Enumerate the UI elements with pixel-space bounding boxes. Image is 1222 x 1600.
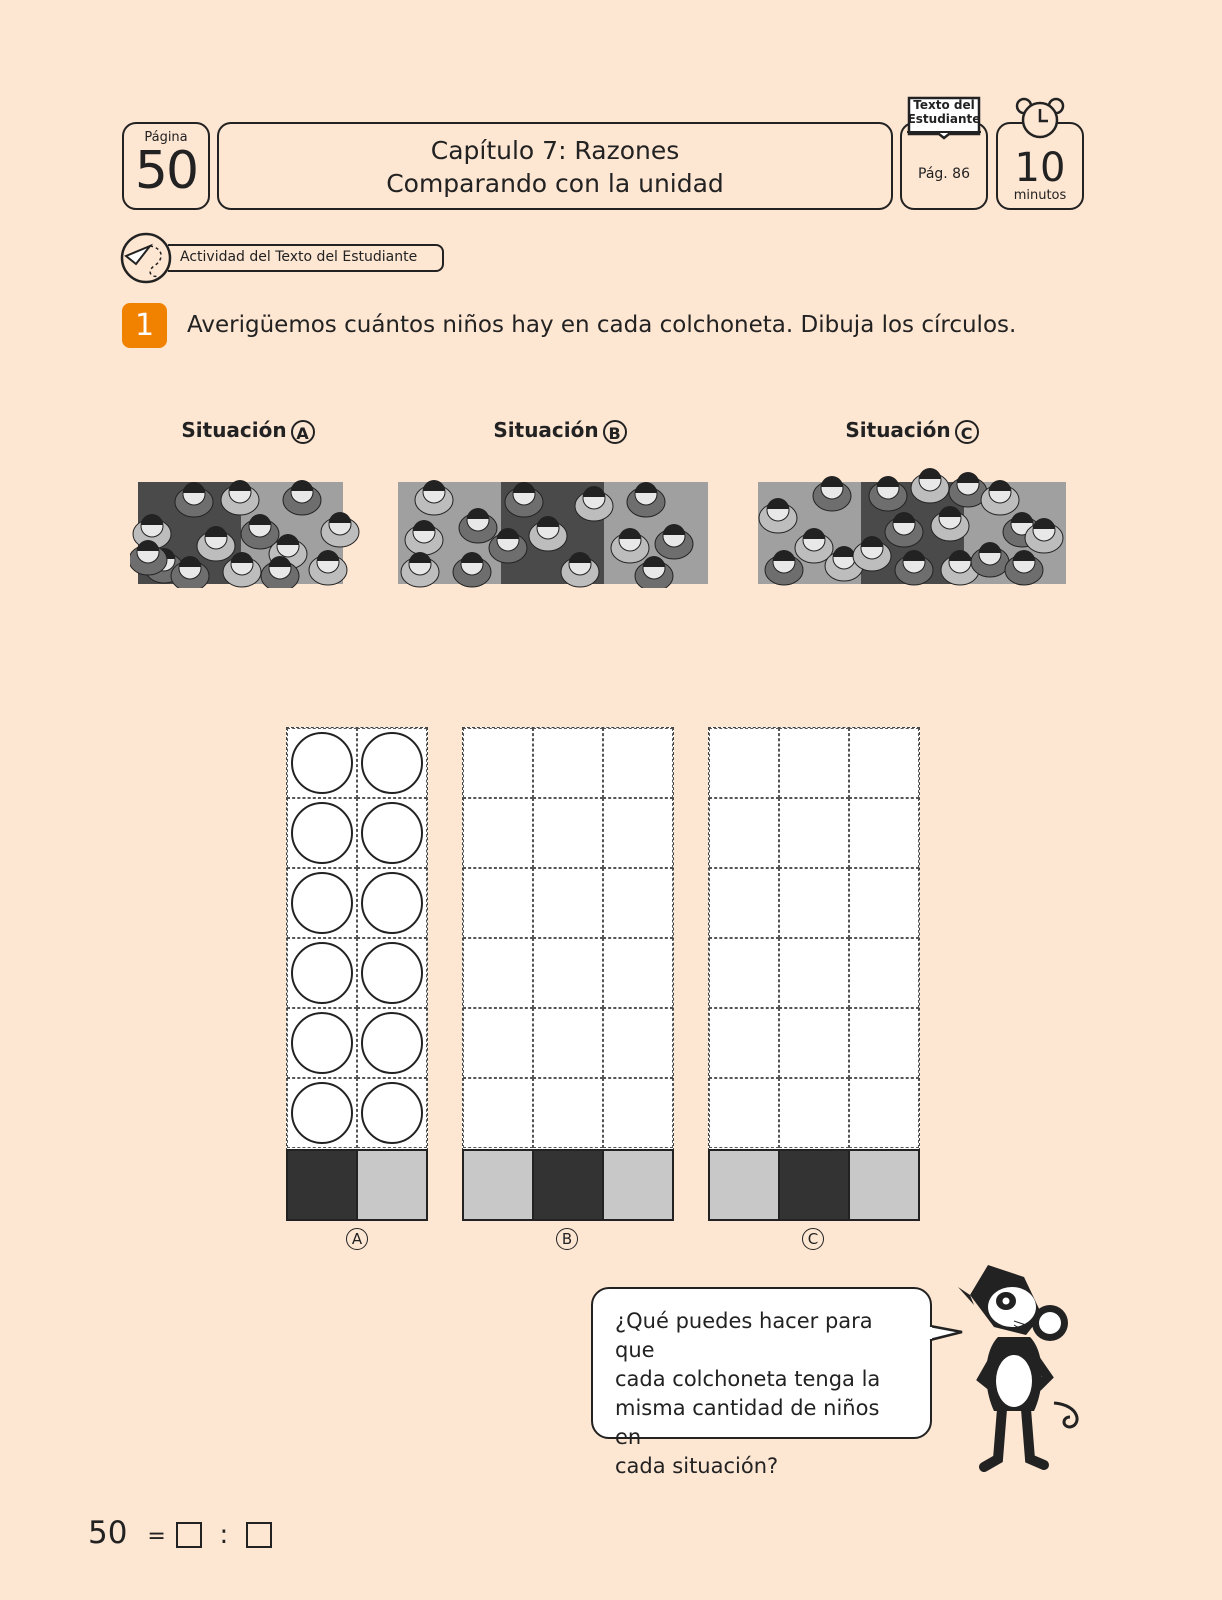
grid-a-letter: A bbox=[346, 1228, 368, 1250]
alarm-clock-icon bbox=[1014, 96, 1066, 142]
child-circle bbox=[361, 872, 423, 934]
child-circle bbox=[291, 1082, 353, 1144]
footer-colon: : bbox=[219, 1520, 229, 1550]
grid-cell[interactable] bbox=[709, 868, 779, 938]
answer-box-1[interactable] bbox=[176, 1522, 202, 1548]
situation-b-photo bbox=[398, 466, 708, 588]
letter-b-circle: B bbox=[603, 420, 627, 444]
page-number-box bbox=[122, 122, 210, 210]
grid-cell[interactable] bbox=[779, 798, 849, 868]
child-circle bbox=[361, 1012, 423, 1074]
child-hair bbox=[821, 476, 843, 487]
footer-page-number: 50 bbox=[88, 1515, 128, 1551]
grid-cell[interactable] bbox=[463, 938, 533, 1008]
grid-cell[interactable] bbox=[709, 1078, 779, 1148]
grid-cell[interactable] bbox=[463, 1078, 533, 1148]
child-circle bbox=[361, 942, 423, 1004]
child-hair bbox=[957, 472, 979, 483]
grid-cell[interactable] bbox=[533, 1008, 603, 1078]
grid-cell[interactable] bbox=[533, 798, 603, 868]
speech-bubble bbox=[591, 1287, 932, 1478]
book-label-line1: Texto del bbox=[913, 98, 975, 112]
situation-c-label: Situación C bbox=[812, 418, 1012, 444]
grid-cell[interactable] bbox=[709, 728, 779, 798]
mat-c-2 bbox=[778, 1149, 850, 1221]
question-number: 1 bbox=[122, 303, 167, 348]
time-unit: minutos bbox=[1013, 188, 1067, 203]
page-label: Página bbox=[144, 130, 188, 145]
child-hair bbox=[877, 476, 899, 487]
book-page-ref: Pág. 86 bbox=[918, 166, 970, 182]
grid-cell[interactable] bbox=[709, 798, 779, 868]
paper-plane-icon bbox=[120, 232, 172, 284]
grid-cell[interactable] bbox=[463, 868, 533, 938]
situation-a-photo bbox=[130, 466, 362, 588]
time-value: 10 bbox=[1014, 145, 1066, 191]
page-number: 50 bbox=[134, 141, 198, 201]
child-circle bbox=[361, 1082, 423, 1144]
mat-b-3 bbox=[602, 1149, 674, 1221]
mat-a-2 bbox=[356, 1149, 428, 1221]
grid-cell[interactable] bbox=[849, 1078, 919, 1148]
footer bbox=[88, 1515, 272, 1551]
child-hair bbox=[989, 480, 1011, 491]
grid-cell[interactable] bbox=[709, 938, 779, 1008]
grid-cell[interactable] bbox=[533, 868, 603, 938]
grid-cell[interactable] bbox=[603, 938, 673, 1008]
grid-b bbox=[462, 727, 674, 1151]
child-circle bbox=[291, 942, 353, 1004]
child-hair bbox=[229, 480, 251, 491]
mat-c-3 bbox=[848, 1149, 920, 1221]
grid-cell[interactable] bbox=[603, 798, 673, 868]
grid-a bbox=[286, 727, 428, 1151]
grid-cell[interactable] bbox=[849, 798, 919, 868]
mouse-mascot-icon bbox=[954, 1255, 1086, 1473]
child-circle bbox=[291, 802, 353, 864]
mat-b-2 bbox=[532, 1149, 604, 1221]
footer-equals: = bbox=[147, 1524, 166, 1549]
grid-cell[interactable] bbox=[779, 1008, 849, 1078]
chapter-title-box bbox=[217, 122, 893, 210]
bubble-line-3: misma cantidad de niños en bbox=[615, 1396, 880, 1449]
grid-cell[interactable] bbox=[779, 728, 849, 798]
child-circle bbox=[291, 872, 353, 934]
book-label-line2: Estudiante bbox=[907, 112, 981, 126]
grid-cell[interactable] bbox=[463, 728, 533, 798]
activity-label: Actividad del Texto del Estudiante bbox=[168, 244, 444, 272]
letter-a-circle: A bbox=[291, 420, 315, 444]
grid-cell[interactable] bbox=[849, 1008, 919, 1078]
grid-cell[interactable] bbox=[709, 1008, 779, 1078]
grid-cell[interactable] bbox=[533, 1078, 603, 1148]
grid-c bbox=[708, 727, 920, 1151]
child-hair bbox=[291, 480, 313, 491]
situation-a-label: Situación A bbox=[148, 418, 348, 444]
child-circle bbox=[361, 802, 423, 864]
grid-cell[interactable] bbox=[779, 1078, 849, 1148]
question-text: Averigüemos cuántos niños hay en cada colchoneta. Dibuja los círculos. bbox=[187, 312, 1017, 338]
grid-cell[interactable] bbox=[779, 938, 849, 1008]
book-icon bbox=[905, 94, 983, 142]
grid-cell[interactable] bbox=[779, 868, 849, 938]
grid-cell[interactable] bbox=[849, 728, 919, 798]
answer-box-2[interactable] bbox=[246, 1522, 272, 1548]
grid-c-letter: C bbox=[802, 1228, 824, 1250]
mat-a-1 bbox=[286, 1149, 358, 1221]
grid-cell[interactable] bbox=[533, 728, 603, 798]
grid-b-letter: B bbox=[556, 1228, 578, 1250]
grid-cell[interactable] bbox=[463, 1008, 533, 1078]
child-hair bbox=[919, 468, 941, 479]
mat-c-1 bbox=[708, 1149, 780, 1221]
child-circle bbox=[291, 732, 353, 794]
grid-cell[interactable] bbox=[849, 868, 919, 938]
bubble-line-1: ¿Qué puedes hacer para que bbox=[615, 1309, 873, 1362]
letter-c-circle: C bbox=[955, 420, 979, 444]
grid-cell[interactable] bbox=[603, 1078, 673, 1148]
bubble-line-4: cada situación? bbox=[615, 1454, 779, 1478]
grid-cell[interactable] bbox=[603, 868, 673, 938]
child-hair bbox=[423, 480, 445, 491]
mat-b-1 bbox=[462, 1149, 534, 1221]
grid-cell[interactable] bbox=[603, 728, 673, 798]
grid-cell[interactable] bbox=[603, 1008, 673, 1078]
grid-cell[interactable] bbox=[849, 938, 919, 1008]
grid-cell[interactable] bbox=[463, 798, 533, 868]
grid-cell[interactable] bbox=[533, 938, 603, 1008]
child-circle bbox=[361, 732, 423, 794]
child-circle bbox=[291, 1012, 353, 1074]
bubble-line-2: cada colchoneta tenga la bbox=[615, 1367, 881, 1391]
situation-b-label: Situación B bbox=[460, 418, 660, 444]
chapter-title: Capítulo 7: Razones bbox=[430, 136, 680, 165]
situation-c-photo bbox=[754, 460, 1066, 588]
lesson-title: Comparando con la unidad bbox=[386, 169, 724, 198]
